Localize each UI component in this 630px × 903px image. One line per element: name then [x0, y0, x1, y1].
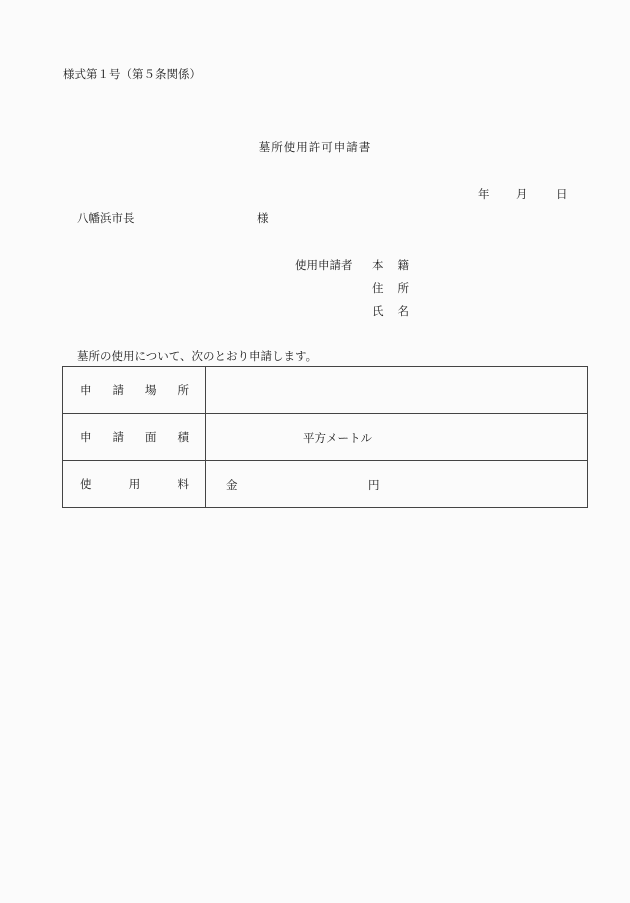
label-char: 使	[80, 477, 92, 491]
table-row-location	[63, 367, 588, 414]
label-char: 料	[177, 477, 189, 491]
label-char: 氏	[372, 304, 384, 318]
applicant-domicile-label	[372, 258, 409, 272]
label-char: 名	[397, 304, 409, 318]
area-label	[63, 414, 206, 461]
location-value-cell[interactable]	[206, 367, 588, 414]
page-title: 墓所使用許可申請書	[258, 140, 372, 154]
location-label	[63, 367, 206, 414]
label-char: 請	[112, 383, 124, 397]
fee-suffix: 円	[368, 478, 380, 492]
label-char: 籍	[397, 258, 409, 272]
label-char: 所	[177, 383, 189, 397]
fee-label	[63, 461, 206, 508]
label-char: 面	[145, 430, 157, 444]
date-day-label: 日	[556, 187, 568, 201]
applicant-name-label	[372, 304, 409, 318]
date-month-label: 月	[516, 187, 528, 201]
application-table	[62, 366, 588, 508]
label-char: 積	[177, 430, 189, 444]
honorific: 様	[257, 211, 269, 225]
form-number: 様式第１号（第５条関係）	[63, 67, 201, 81]
addressee: 八幡浜市長	[77, 211, 135, 225]
applicant-label: 使用申請者	[295, 258, 353, 272]
label-char: 請	[112, 430, 124, 444]
intro-text: 墓所の使用について、次のとおり申請します。	[77, 349, 318, 363]
area-unit: 平方メートル	[303, 431, 372, 445]
table-row-area	[63, 414, 588, 461]
applicant-address-label	[372, 281, 409, 295]
label-char: 本	[372, 258, 384, 272]
label-char: 住	[372, 281, 384, 295]
label-char: 用	[128, 477, 141, 491]
label-char: 申	[80, 383, 92, 397]
label-char: 場	[145, 383, 157, 397]
area-value-cell[interactable]	[206, 414, 588, 461]
label-char: 申	[80, 430, 92, 444]
fee-value-cell[interactable]	[206, 461, 588, 508]
fee-prefix: 金	[226, 478, 238, 492]
label-char: 所	[397, 281, 409, 295]
date-year-label: 年	[478, 187, 490, 201]
table-row-fee	[63, 461, 588, 508]
